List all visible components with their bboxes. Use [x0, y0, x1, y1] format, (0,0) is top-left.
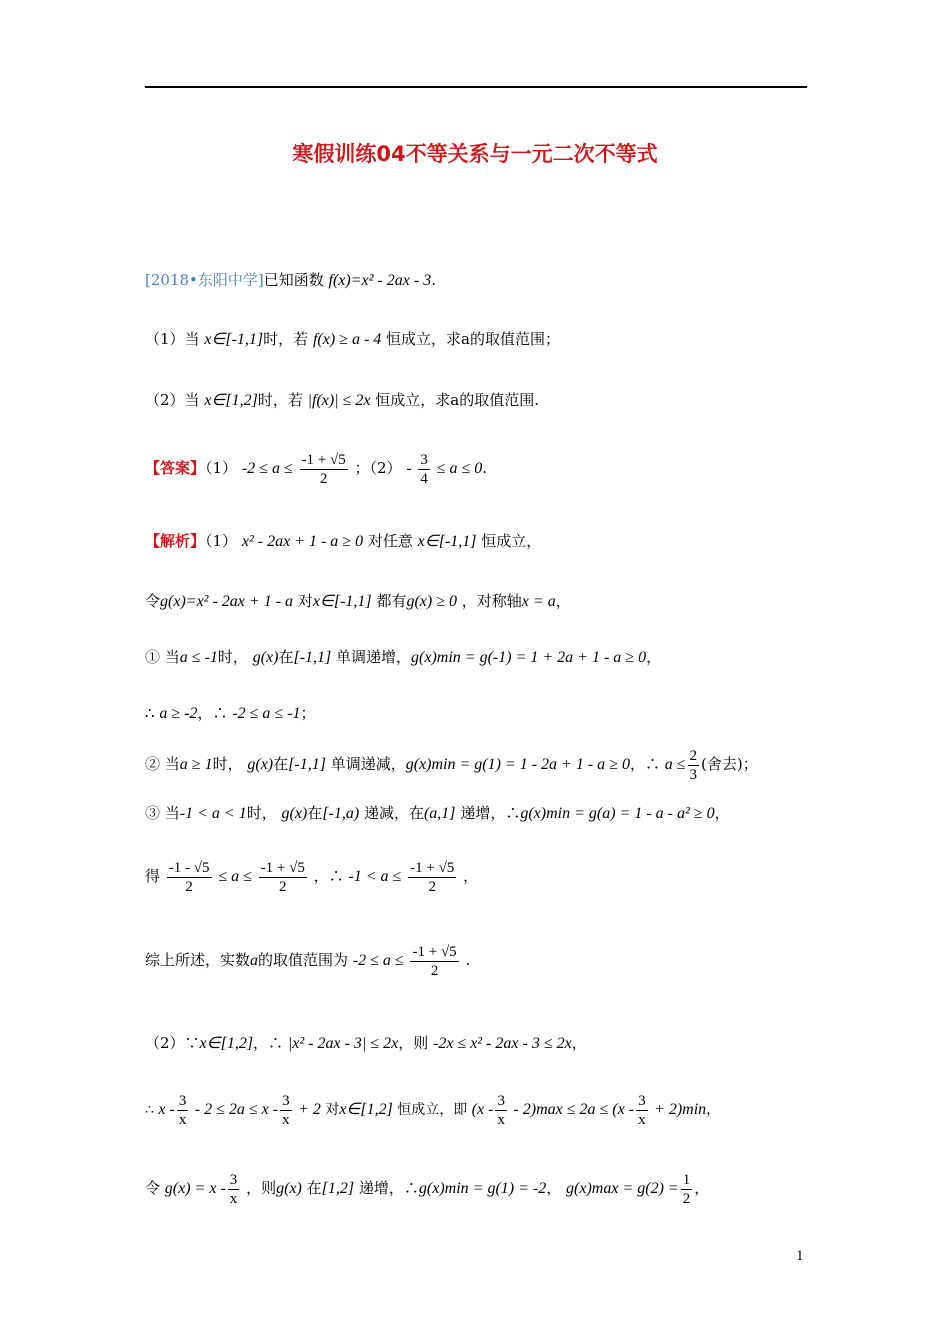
answer-line: 【答案】（1） -2 ≤ a ≤ $\frac{-1 + √5}{2}$ ；（2） - $\frac{3}{4}$ ≤ a ≤ 0. — [145, 451, 488, 487]
question-2: （2）当 x∈[1,2]时，若 |f(x)| ≤ 2x 恒成立，求a的取值范围. — [145, 391, 540, 409]
page-title: 寒假训练04不等关系与一元二次不等式 — [292, 142, 658, 166]
page-number: 1 — [796, 1248, 804, 1264]
function-def: f(x)=x² - 2ax - 3 — [328, 272, 432, 289]
analysis-label: 【解析】 — [145, 532, 206, 550]
answer-label: 【答案】 — [145, 459, 206, 477]
analysis-line-5: ② 当a ≥ 1时， g(x)在[-1,1] 单调递减，g(x)min = g(1) = 1 - 2a + 1 - a ≥ 0，∴ a ≤ $\frac{2}{3}$ (舍去)； — [145, 747, 758, 783]
fraction: $\frac{3}{x}$ — [497, 1092, 505, 1128]
fraction: $\frac{1}{2}$ — [682, 1171, 691, 1207]
analysis-line-7: 得 $\frac{-1 - √5}{2}$ ≤ a ≤ $\frac{-1 + √5}{2}$ ，∴ -1 < a ≤ $\frac{-1 + √5}{2}$ ， — [145, 859, 479, 895]
header-rule — [145, 86, 807, 88]
fraction: $\frac{3}{x}$ — [229, 1171, 238, 1207]
analysis-line-9: （2）∵x∈[1,2]，∴ |x² - 2ax - 3| ≤ 2x，则 -2x ≤ x² - 2ax - 3 ≤ 2x， — [145, 1034, 587, 1052]
fraction: $\frac{3}{x}$ — [638, 1092, 646, 1128]
fraction: $\frac{-1 + √5}{2}$ — [412, 943, 457, 979]
fraction: $\frac{3}{x}$ — [282, 1092, 290, 1128]
fraction: $\frac{-1 + √5}{2}$ — [410, 859, 455, 895]
analysis-line-3: ① 当a ≤ -1时， g(x)在[-1,1] 单调递增，g(x)min = g(-1) = 1 + 2a + 1 - a ≥ 0， — [145, 648, 662, 666]
analysis-line-2: 令g(x)=x² - 2ax + 1 - a 对x∈[-1,1] 都有g(x) ≥ 0 ，对称轴x = a， — [145, 592, 571, 610]
analysis-line-6: ③ 当-1 < a < 1时， g(x)在[-1,a) 递减，在(a,1] 递增，∴g(x)min = g(a) = 1 - a - a² ≥ 0， — [145, 804, 730, 822]
analysis-line-8: 综上所述，实数a的取值范围为 -2 ≤ a ≤ $\frac{-1 + √5}{2}$ . — [145, 943, 471, 979]
analysis-line-10: ∴ x - $\frac{3}{x}$ - 2 ≤ 2a ≤ x - $\frac{3}{x}$ + 2 对x∈[1,2] 恒成立，即 (x - $\frac{3}{x}$ - 2)max ≤ 2a ≤ (x - $\frac{3}{x}$ + 2)min， — [145, 1092, 721, 1128]
fraction: $\frac{3}{x}$ — [178, 1092, 187, 1128]
analysis-line-11: 令 g(x) = x - $\frac{3}{x}$ ，则g(x) 在[1,2] 递增，∴g(x)min = g(1) = -2， g(x)max = g(2) = $\frac{1}{2}$ ， — [145, 1171, 710, 1207]
fraction: $\frac{2}{3}$ — [689, 747, 698, 783]
fraction: $\frac{-1 - √5}{2}$ — [168, 859, 210, 895]
analysis-line-1: 【解析】（1） x² - 2ax + 1 - a ≥ 0 对任意 x∈[-1,1] 恒成立， — [145, 532, 542, 550]
fraction: $\frac{3}{4}$ — [420, 451, 428, 487]
source-tag: [2018•东阳中学] — [145, 271, 264, 289]
analysis-line-4: ∴ a ≥ -2，∴ -2 ≤ a ≤ -1； — [145, 704, 316, 722]
problem-statement: [2018•东阳中学]已知函数 f(x)=x² - 2ax - 3. — [145, 271, 436, 289]
fraction: $\frac{-1 + √5}{2}$ — [301, 451, 346, 487]
question-1: （1）当 x∈[-1,1]时，若 f(x) ≥ a - 4 恒成立，求a的取值范围； — [145, 330, 560, 348]
fraction: $\frac{-1 + √5}{2}$ — [260, 859, 305, 895]
